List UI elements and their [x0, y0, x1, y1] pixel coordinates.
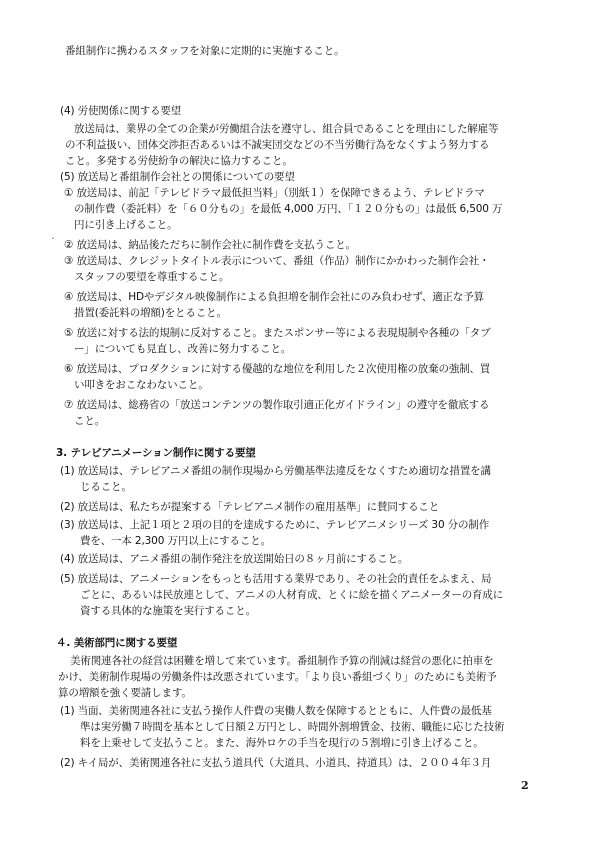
text-line-s3-heading: 3. テレビアニメーション制作に関する要望	[56, 447, 256, 459]
text-line-s4b-1b: 準は実労働７時間を基本として日額２万円とし、時間外割増賃金、技術、職能に応じた技術	[80, 721, 505, 733]
text-line-s4b-p3: 算の増額を強く要請します。	[58, 687, 192, 699]
text-line-s3-3a: (3) 放送局は、上記１項と２項の目的を達成するために、テレビアニメシリーズ 30 分の制作	[60, 519, 490, 531]
text-line-s3-2: (2) 放送局は、私たちが提案する「テレビアニメ制作の雇用基準」に賛同すること	[60, 501, 440, 513]
text-line-s4b-1a: (1) 当面、美術関連各社に支払う操作人件費の実働人数を保障するとともに、人件費の最低基	[60, 705, 492, 717]
text-line-s5-7a: ⑦ 放送局は、総務省の「放送コンテンツの製作取引適正化ガイドライン」の遵守を徹底する	[64, 399, 490, 411]
stray-mark: ・	[49, 234, 57, 243]
text-line-s5-3b: スタッフの要望を尊重すること。	[74, 271, 230, 283]
text-line-s5-4b: 措置(委託料の増額)をとること。	[74, 307, 227, 319]
text-line-s3-1a: (1) 放送局は、テレビアニメ番組の制作現場から労働基準法違反をなくすため適切な措置を講	[60, 465, 491, 477]
text-line-s4b-2a: (2) キイ局が、美術関連各社に支払う道具代（大道具、小道具、持道具）は、２００４年３月	[60, 757, 492, 769]
text-line-s4b-1c: 料を上乗せして支払うこと。また、海外ロケの手当を現行の５割増に引き上げること。	[80, 737, 484, 749]
text-line-s3-1b: じること。	[80, 481, 132, 493]
text-line-s5-7b: こと。	[74, 415, 106, 427]
text-line-s4-p2: の不利益扱い、団体交渉拒否あるいは不誠実団交などの不当労働行為をなくすよう努力する	[65, 139, 490, 151]
text-line-s5-6b: い叩きをおこなわないこと。	[74, 379, 209, 391]
text-line-s3-5a: (5) 放送局は、アニメーションをもっとも活用する業界であり、その社会的責任をふまえ、局	[60, 573, 492, 585]
text-line-s5-1c: 円に引き上げること。	[74, 219, 178, 231]
text-line-s5-5a: ⑤ 放送に対する法的規制に反対すること。またスポンサー等による表現規制や各種の「タブ	[64, 327, 491, 339]
text-line-s5-3a: ③ 放送局は、クレジットタイトル表示について、番組（作品）制作にかかわった制作会社・	[64, 255, 490, 267]
text-line-s4b-heading: ４. 美術部門に関する要望	[56, 637, 178, 649]
text-line-s4b-p2: かけ、美術制作現場の労働条件は改悪されています。「より良い番組づくり」のためにも美術予	[58, 671, 497, 683]
text-line-s4b-p1: 美術関連各社の経営は困難を増して来ています。番組制作予算の削減は経営の悪化に拍車を	[70, 655, 494, 667]
text-line-s5-1a: ① 放送局は、前記「テレビドラマ最低担当料」（別紙１）を保障できるよう、テレビドラマ	[64, 187, 485, 199]
page-number: 2	[521, 779, 529, 792]
text-line-s4-heading: (4) 労使関係に関する要望	[60, 105, 182, 117]
text-line-s4-p1: 放送局は、業界の全ての企業が労働組合法を遵守し、組合員であることを理由にした解雇等	[74, 123, 499, 135]
text-line-s5-1b: の制作費（委託料）を「６０分もの」を最低 4,000 万円、「１２０分もの」は最低 6,500 万	[74, 203, 503, 215]
text-line-s5-4a: ④ 放送局は、HDやデジタル映像制作による負担増を制作会社にのみ負わせず、適正な予算	[64, 291, 484, 303]
text-line-s5-5b: ー」についても見直し、改善に努力すること。	[74, 343, 292, 355]
text-line-s5-heading: (5) 放送局と番組制作会社との関係についての要望	[60, 171, 295, 183]
text-line-s5-6a: ⑥ 放送局は、プロダクションに対する優越的な地位を利用した２次使用権の放棄の強制、買	[64, 363, 491, 375]
text-line-s3-5c: 資する具体的な施策を実行すること。	[80, 605, 256, 617]
text-line-s3-3b: 費を、一本 2,300 万円以上にすること。	[80, 535, 271, 547]
text-line-s5-2: ② 放送局は、納品後ただちに制作会社に制作費を支払うこと。	[64, 239, 356, 251]
text-line-s3-4: (4) 放送局は、アニメ番組の制作発注を放送開始日の８ヶ月前にすること。	[60, 553, 409, 565]
text-line-s3-5b: ごとに、あるいは民放連として、アニメの人材育成、とくに絵を描くアニメーターの育成に	[80, 589, 504, 601]
text-line-s4-p3: こと。多発する労使紛争の解決に協力すること。	[65, 155, 293, 167]
text-line-intro: 番組制作に携わるスタッフを対象に定期的に実施すること。	[65, 45, 345, 57]
